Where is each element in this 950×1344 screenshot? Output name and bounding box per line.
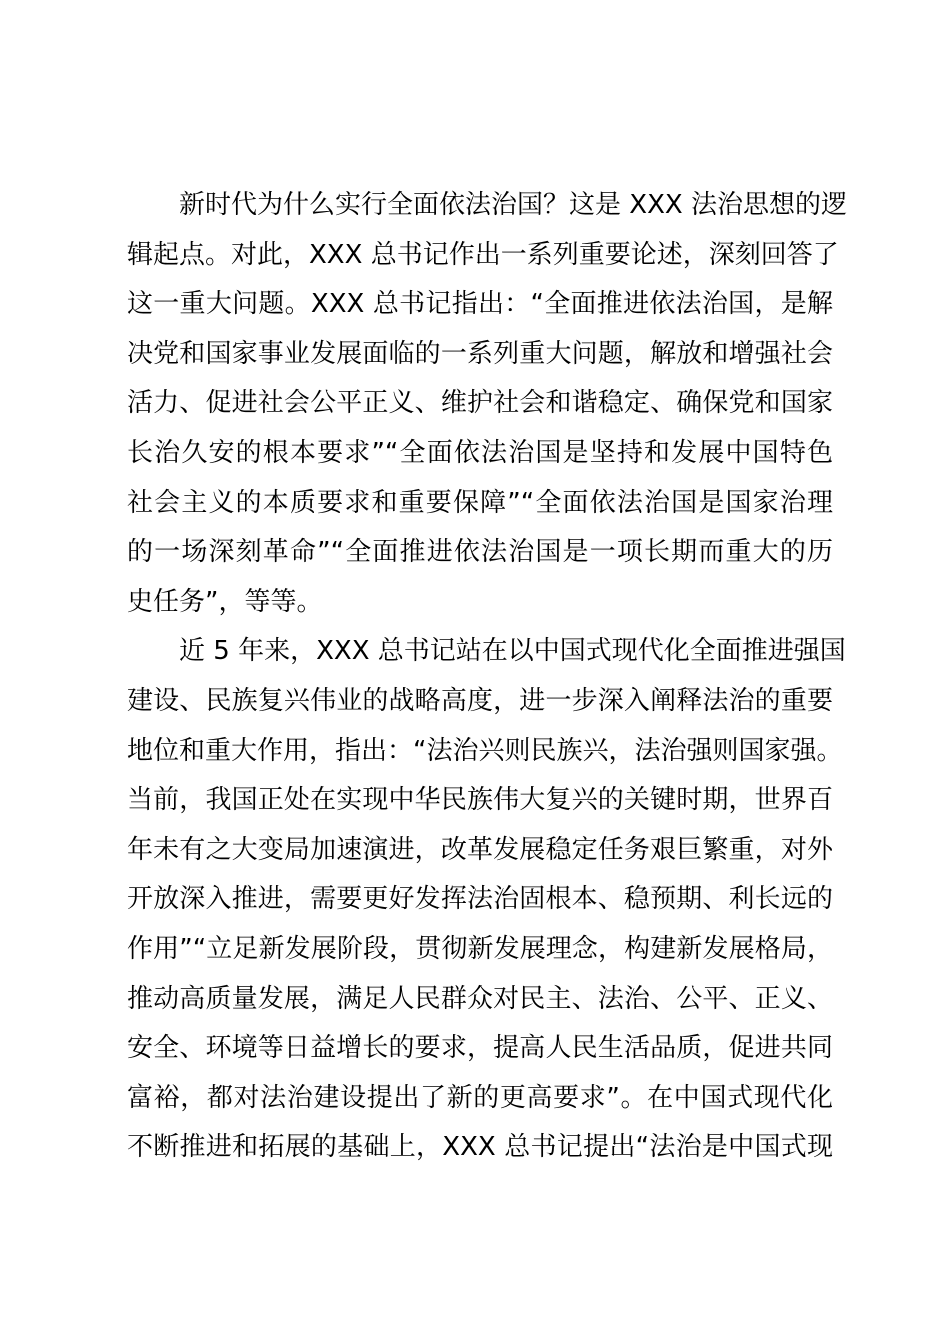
text-line: 开放深入推进，需要更好发挥法治固根本、稳预期、利长远的 xyxy=(127,884,833,915)
text-line: 长治久安的根本要求”“全面依法治国是坚持和发展中国特色 xyxy=(127,437,833,468)
text-line: 社会主义的本质要求和重要保障”“全面依法治国是国家治理 xyxy=(127,487,833,518)
text-line: 地位和重大作用，指出：“法治兴则民族兴，法治强则国家强。 xyxy=(127,735,843,766)
body-text xyxy=(127,181,847,1173)
text-line: 的一场深刻革命”“全面推进依法治国是一项长期而重大的历 xyxy=(127,537,833,568)
text-line: 不断推进和拓展的基础上，XXX 总书记提出“法治是中国式现 xyxy=(127,1132,833,1163)
text-line: 决党和国家事业发展面临的一系列重大问题，解放和增强社会 xyxy=(127,338,833,369)
text-line: 推动高质量发展，满足人民群众对民主、法治、公平、正义、 xyxy=(127,983,833,1014)
text-line: 作用”“立足新发展阶段，贯彻新发展理念，构建新发展格局， xyxy=(127,933,833,964)
text-line: 新时代为什么实行全面依法治国？这是 XXX 法治思想的逻 xyxy=(179,190,847,220)
text-line: 活力、促进社会公平正义、维护社会和谐稳定、确保党和国家 xyxy=(127,388,833,419)
paragraph-2 xyxy=(127,627,846,1173)
text-line: 当前，我国正处在实现中华民族伟大复兴的关键时期，世界百 xyxy=(127,785,833,816)
text-line: 史任务”，等等。 xyxy=(127,586,323,617)
text-line: 近 5 年来，XXX 总书记站在以中国式现代化全面推进强国 xyxy=(179,636,846,667)
text-line: 这一重大问题。XXX 总书记指出：“全面推进依法治国，是解 xyxy=(127,289,833,320)
text-line: 辑起点。对此，XXX 总书记作出一系列重要论述，深刻回答了 xyxy=(127,239,839,270)
text-line: 安全、环境等日益增长的要求，提高人民生活品质，促进共同 xyxy=(127,1033,833,1064)
text-line: 建设、民族复兴伟业的战略高度，进一步深入阐释法治的重要 xyxy=(127,685,833,716)
text-line: 年未有之大变局加速演进，改革发展稳定任务艰巨繁重，对外 xyxy=(127,834,833,865)
paragraph-1 xyxy=(127,181,847,627)
text-line: 富裕，都对法治建设提出了新的更高要求”。在中国式现代化 xyxy=(127,1082,833,1113)
